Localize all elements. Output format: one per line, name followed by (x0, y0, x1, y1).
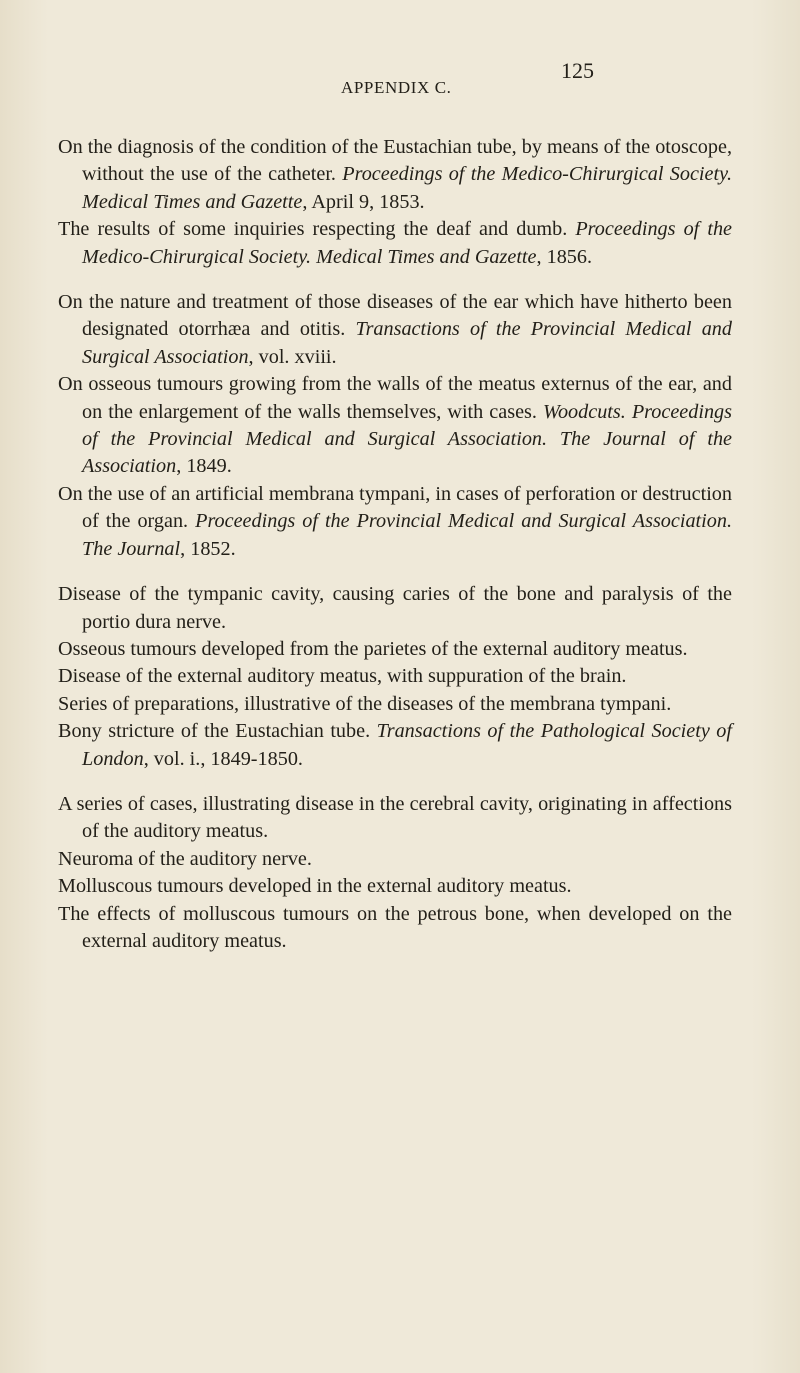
entry-text: Osseous tumours developed from the parietes of the external auditory meatus. (58, 637, 688, 660)
entry-text: Molluscous tumours developed in the external auditory meatus. (58, 875, 572, 898)
entry-text: , 1856. (536, 245, 593, 268)
entry-citation: Proceedings of the Provincial Medical and Surgical Association. The Journal (82, 510, 733, 560)
bibliography-entry (58, 901, 732, 956)
bibliography-entry (58, 289, 732, 371)
entry-group (58, 289, 732, 563)
entry-text: On the diagnosis of the condition of the Eustachian tube, by means of the otoscope, without the use of the catheter. (58, 136, 732, 186)
bibliography-entry (58, 481, 732, 563)
entry-group (58, 581, 732, 773)
bibliography-entry (58, 371, 732, 481)
bibliography-entry (58, 846, 732, 873)
entry-text: Bony stricture of the Eustachian tube. (58, 720, 377, 743)
entry-text: Disease of the tympanic cavity, causing caries of the bone and paralysis of the portio dura nerve. (58, 583, 732, 633)
running-head (58, 0, 730, 97)
bibliography-entry (58, 873, 732, 900)
entry-text: Neuroma of the auditory nerve. (58, 847, 312, 870)
entry-group (58, 791, 732, 955)
page-body (58, 134, 732, 955)
entry-text: On the nature and treatment of those diseases of the ear which have hitherto been designated otorrhæa and otitis. (58, 291, 732, 341)
entry-text: , 1849. (176, 455, 232, 478)
entry-text: The effects of molluscous tumours on the petrous bone, when developed on the external auditory meatus. (58, 902, 732, 952)
entry-text: On osseous tumours growing from the walls of the meatus externus of the ear, and on the enlargement of the walls themselves, with cases. (58, 373, 732, 423)
entry-group (58, 134, 732, 271)
entry-citation: Transactions of the Provincial Medical and Surgical Association (82, 318, 732, 368)
entry-text: , vol. xviii. (248, 345, 337, 368)
entry-citation: Proceedings of the Medico-Chirurgical Society. Medical Times and Gazette (82, 163, 732, 213)
entry-text: , vol. i., 1849-1850. (143, 747, 303, 770)
bibliography-entry (58, 663, 732, 690)
entry-text: , 1852. (180, 537, 236, 560)
running-head-title: APPENDIX C. (341, 78, 452, 97)
page-number: 125 (561, 58, 594, 83)
entry-citation: Woodcuts. Proceedings of the Provincial Medical and Surgical Association. The Journal of the Association (82, 400, 732, 478)
entry-text: On the use of an artificial membrana tympani, in cases of perforation or destruction of the organ. (58, 482, 732, 533)
bibliography-entry (58, 791, 732, 846)
bibliography-entry (58, 216, 732, 271)
bibliography-entry (58, 718, 732, 773)
bibliography-entry (58, 636, 732, 663)
entry-citation: Transactions of the Pathological Society of London (82, 720, 732, 770)
entry-text: , April 9, 1853. (302, 190, 425, 213)
entry-text: Disease of the external auditory meatus, with suppuration of the brain. (58, 665, 627, 688)
bibliography-entry (58, 581, 732, 636)
bibliography-entry (58, 691, 732, 718)
entry-citation: Proceedings of the Medico-Chirurgical Society. Medical Times and Gazette (82, 218, 732, 268)
entry-text: Series of preparations, illustrative of the diseases of the membrana tympani. (58, 692, 672, 715)
entry-text: A series of cases, illustrating disease in the cerebral cavity, originating in affections of the auditory meatus. (58, 792, 732, 843)
bibliography-entry (58, 134, 732, 216)
entry-text: The results of some inquiries respecting the deaf and dumb. (58, 218, 576, 241)
